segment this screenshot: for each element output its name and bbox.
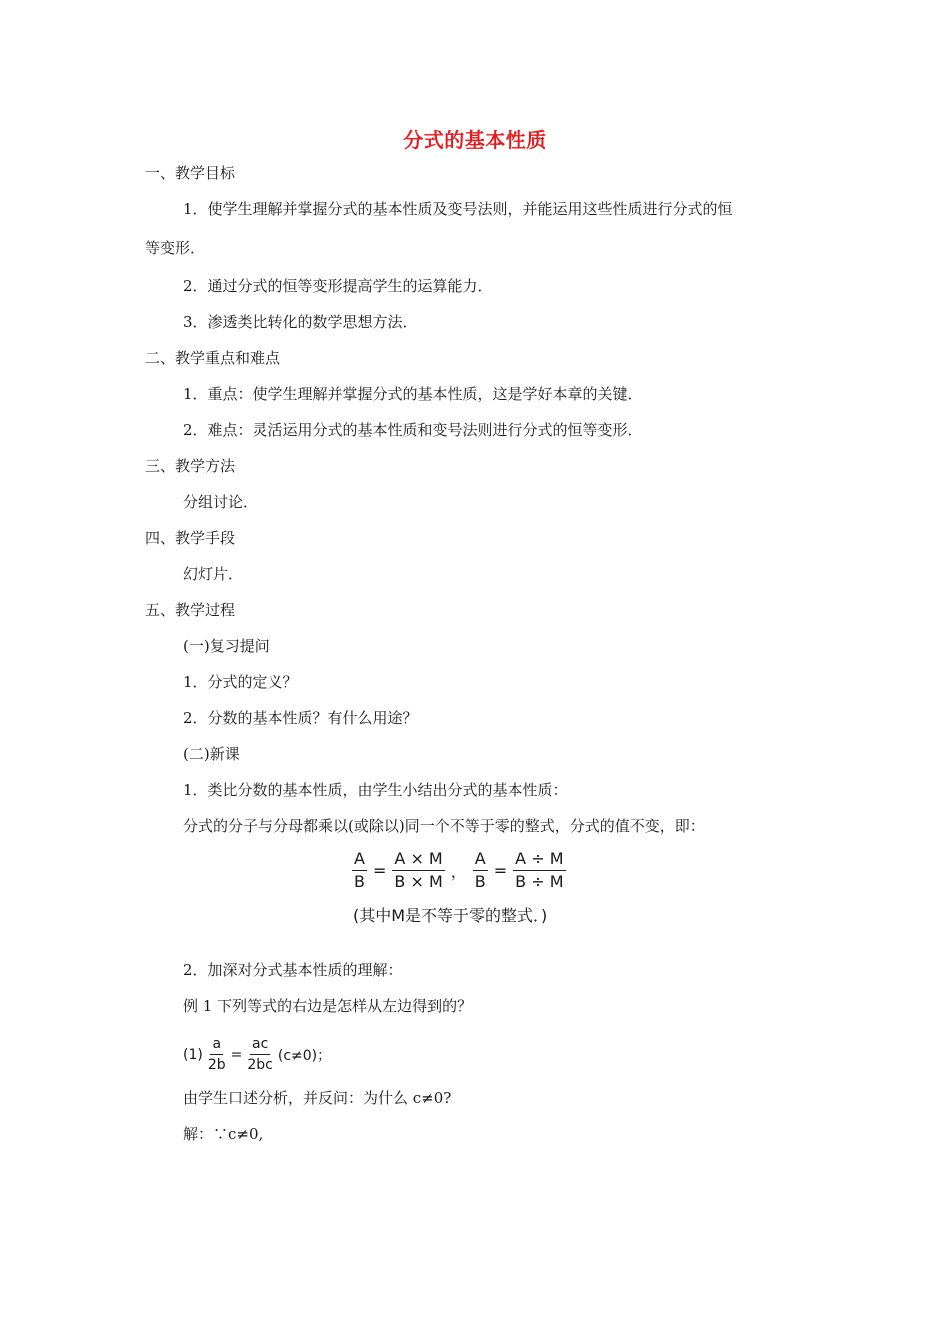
- paragraph: 2．分数的基本性质？有什么用途？: [183, 709, 418, 727]
- document-title: 分式的基本性质: [403, 128, 547, 152]
- section-heading-goals: 一、教学目标: [145, 164, 236, 182]
- paragraph: 2．通过分式的恒等变形提高学生的运算能力．: [183, 277, 493, 295]
- fraction: $\frac{A}{B}$: [354, 849, 365, 891]
- paragraph: 幻灯片．: [183, 565, 244, 583]
- section-heading-process: 五、教学过程: [145, 601, 236, 619]
- condition: (c≠0)；: [277, 1047, 332, 1064]
- paragraph: 1．使学生理解并掌握分式的基本性质及变号法则，并能运用这些性质进行分式的恒: [183, 200, 733, 218]
- section-heading-method: 三、教学方法: [145, 457, 236, 475]
- fraction: $\frac{A \times M}{B \times M}$: [394, 849, 443, 891]
- example-heading: 例 1 下列等式的右边是怎样从左边得到的？: [183, 997, 473, 1015]
- section-heading-key-points: 二、教学重点和难点: [145, 349, 281, 367]
- formula-note: (其中M是不等于零的整式．): [353, 906, 548, 925]
- paragraph: 由学生口述分析，并反问：为什么 c≠0?: [183, 1089, 452, 1107]
- subsection-heading: (二)新课: [183, 745, 240, 763]
- paragraph: 分组讨论．: [183, 493, 259, 511]
- fraction: $\frac{A \div M}{B \div M}$: [515, 849, 564, 891]
- fraction: $\frac{ac}{2bc}$: [247, 1036, 273, 1073]
- paragraph: 1．类比分数的基本性质，由学生小结出分式的基本性质：: [183, 781, 568, 799]
- paragraph: 3．渗透类比转化的数学思想方法．: [183, 313, 418, 331]
- paragraph: 1．分式的定义？: [183, 673, 298, 691]
- comma: ，: [450, 862, 467, 881]
- equals-sign: =: [372, 861, 387, 880]
- paragraph: 2．加深对分式基本性质的理解：: [183, 961, 403, 979]
- paragraph: 等变形．: [145, 239, 206, 257]
- example-equation: [183, 1034, 331, 1075]
- fraction-property-formula: [352, 848, 566, 893]
- paragraph: 2．难点：灵活运用分式的基本性质和变号法则进行分式的恒等变形．: [183, 421, 643, 439]
- paragraph: 1．重点：使学生理解并掌握分式的基本性质，这是学好本章的关键．: [183, 385, 643, 403]
- paragraph: 解：∵c≠0,: [183, 1125, 264, 1143]
- subsection-heading: (一)复习提问: [183, 637, 270, 655]
- equals-sign: =: [230, 1046, 243, 1063]
- example-number: (1): [183, 1046, 203, 1063]
- equals-sign: =: [493, 861, 508, 880]
- paragraph: 分式的分子与分母都乘以(或除以)同一个不等于零的整式，分式的值不变，即：: [183, 817, 705, 835]
- fraction: $\frac{a}{2b}$: [207, 1036, 226, 1073]
- section-heading-means: 四、教学手段: [145, 529, 236, 547]
- fraction: $\frac{A}{B}$: [474, 849, 486, 891]
